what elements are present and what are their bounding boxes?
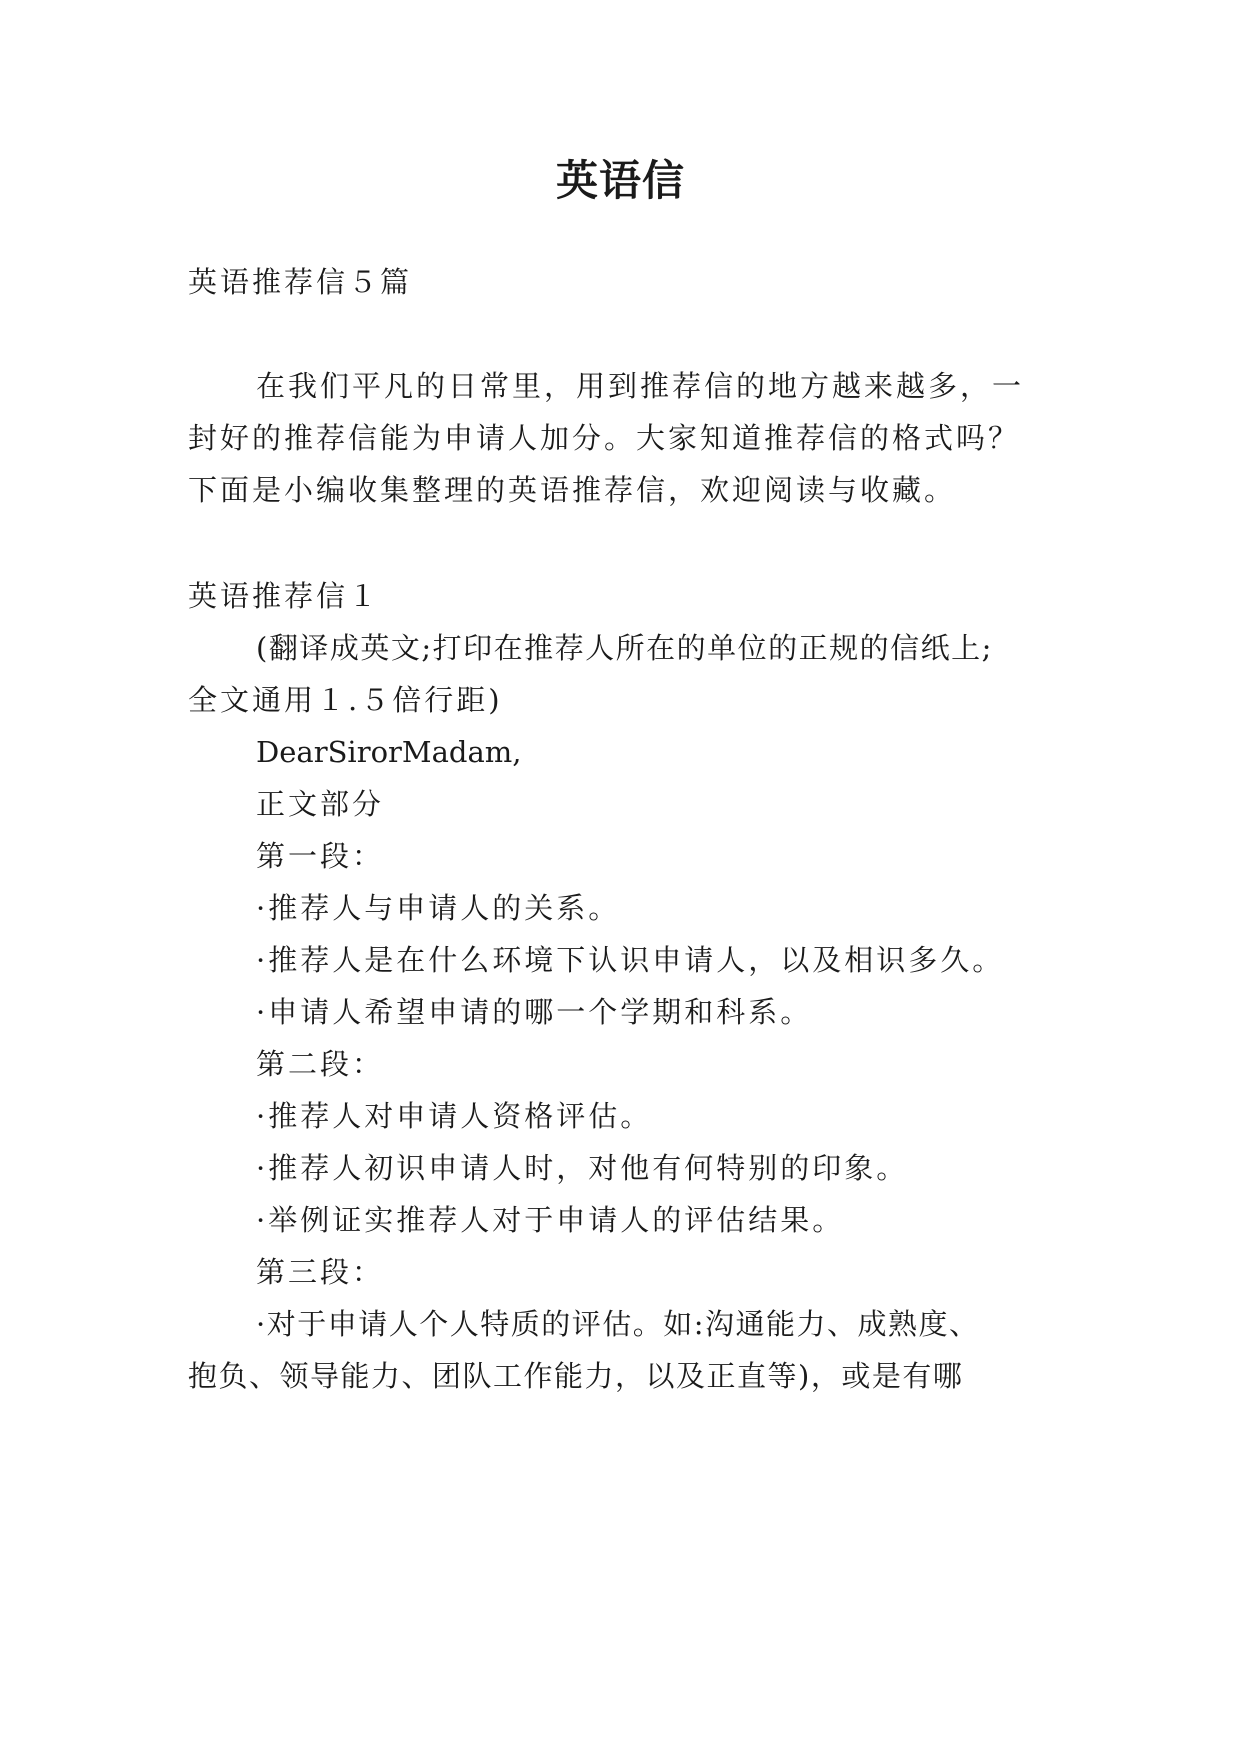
paragraph-2-item: ·推荐人初识申请人时，对他有何特别的印象。: [256, 1151, 909, 1185]
letter-note-line-1: (翻译成英文;打印在推荐人所在的单位的正规的信纸上;: [256, 631, 993, 665]
paragraph-2-label: 第二段：: [256, 1047, 385, 1081]
paragraph-1-item: ·申请人希望申请的哪一个学期和科系。: [256, 995, 813, 1029]
letter-note-line-2: 全文通用１.５倍行距): [188, 683, 503, 717]
intro-line-3: 下面是小编收集整理的英语推荐信，欢迎阅读与收藏。: [188, 473, 957, 507]
paragraph-3-item: ·对于申请人个人特质的评估。如:沟通能力、成熟度、: [256, 1307, 980, 1341]
paragraph-2-item: ·举例证实推荐人对于申请人的评估结果。: [256, 1203, 845, 1237]
paragraph-1-item: ·推荐人是在什么环境下认识申请人，以及相识多久。: [256, 943, 1005, 977]
letter-heading: 英语推荐信１: [188, 579, 381, 613]
paragraph-1-item: ·推荐人与申请人的关系。: [256, 891, 621, 925]
paragraph-3-item-continued: 抱负、领导能力、团队工作能力，以及正直等)，或是有哪: [188, 1359, 964, 1393]
letter-salutation: DearSirorMadam,: [256, 735, 522, 769]
paragraph-3-label: 第三段：: [256, 1255, 385, 1289]
document-title: 英语信: [555, 156, 685, 205]
intro-line-1: 在我们平凡的日常里，用到推荐信的地方越来越多，一: [256, 369, 1025, 403]
body-label: 正文部分: [256, 787, 385, 821]
paragraph-1-label: 第一段：: [256, 839, 385, 873]
paragraph-2-item: ·推荐人对申请人资格评估。: [256, 1099, 653, 1133]
intro-line-2: 封好的推荐信能为申请人加分。大家知道推荐信的格式吗？: [188, 421, 1021, 455]
article-subtitle: 英语推荐信５篇: [188, 265, 413, 299]
